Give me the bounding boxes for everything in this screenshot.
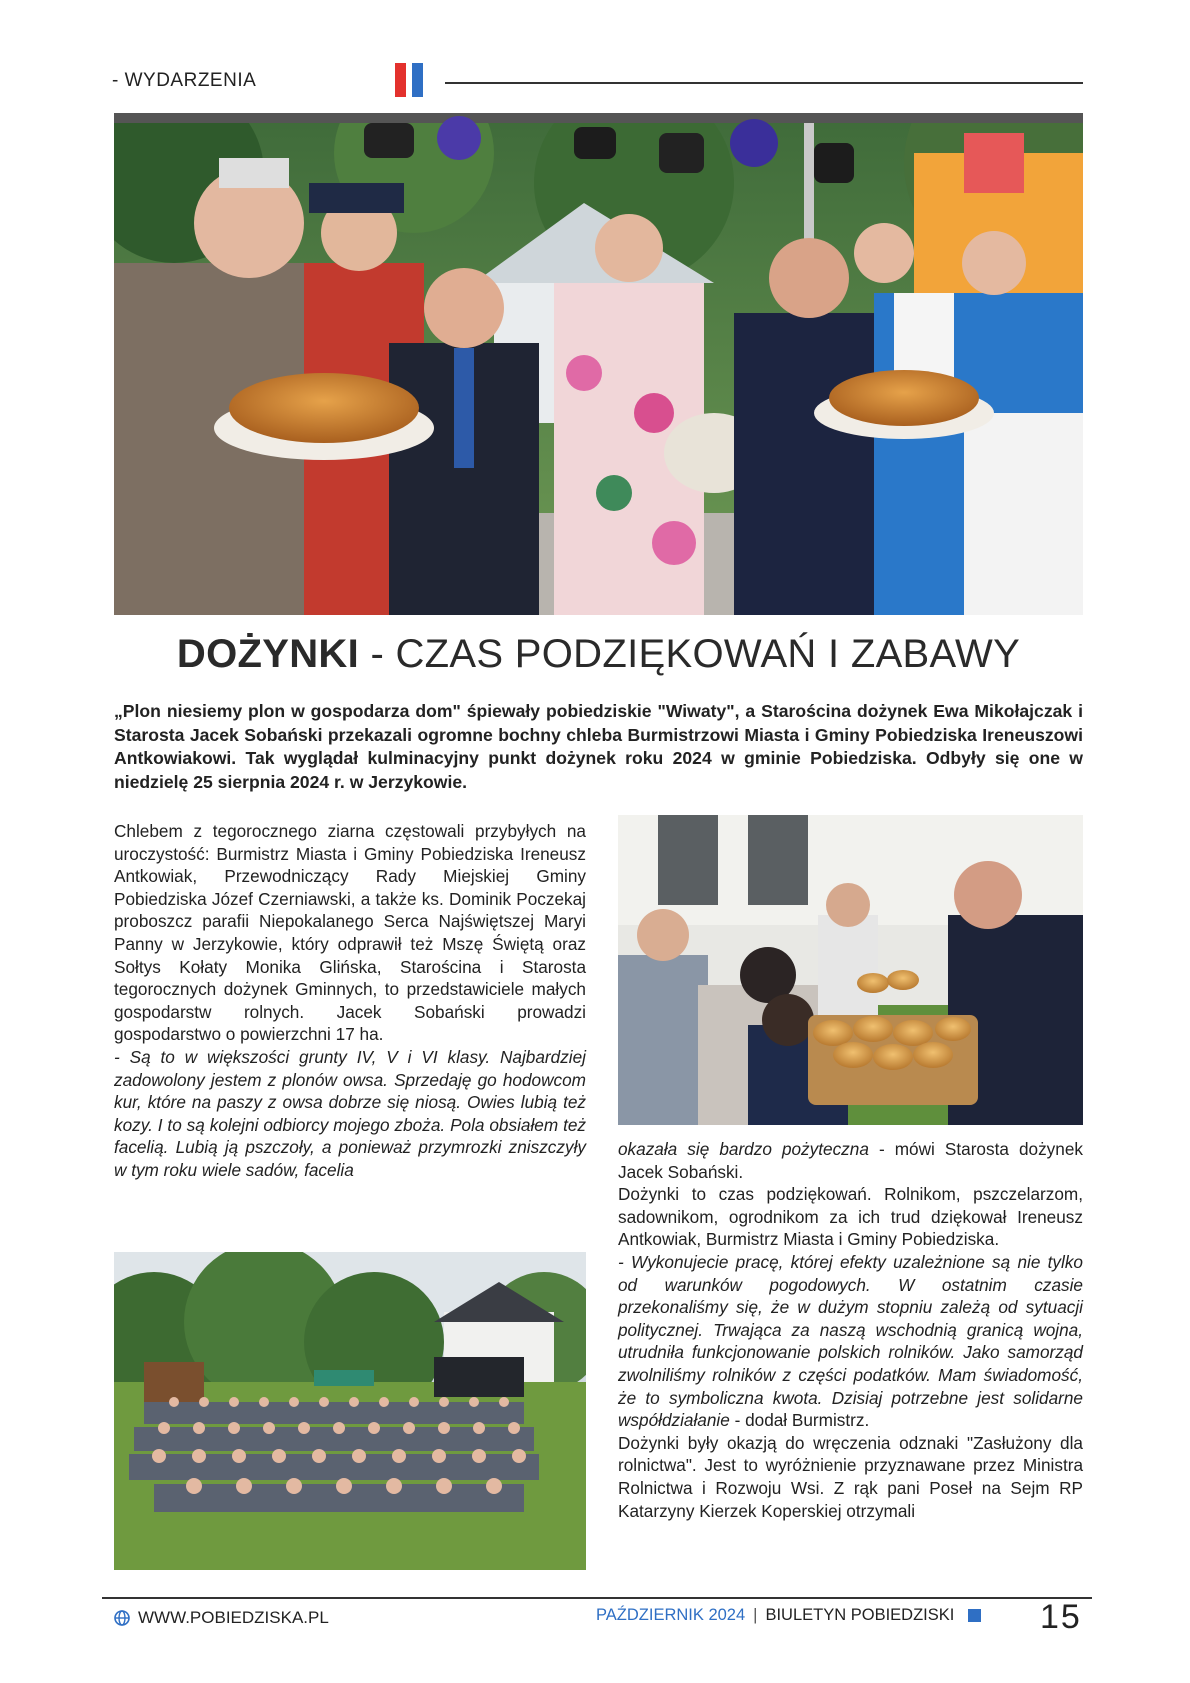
article-title xyxy=(114,632,1083,677)
article-lead: „Plon niesiemy plon w gospodarza dom" śpiewały pobiedziskie "Wiwaty", a Starościna dożynek Ewa Mikołajczak i Starosta Jacek Sobański przekazali ogromne bochny chleba Burmistrzowi Miasta i Gminy Pobiedziska Ireneuszowi Antkowiakowi. Tak wyglądał kulminacyjny punkt dożynek roku 2024 w gminie Pobiedziska. Odbyły się one w niedzielę 25 sierpnia 2024 r. w Jerzykowie. xyxy=(114,701,1083,792)
article-title-rest: - CZAS PODZIĘKOWAŃ I ZABAWY xyxy=(359,632,1021,676)
globe-icon xyxy=(114,1610,130,1626)
article-column-left xyxy=(114,820,586,1182)
footer-month: PAŹDZIERNIK 2024 xyxy=(596,1606,746,1624)
footer-square-icon xyxy=(968,1609,981,1622)
left-paragraph-1: Chlebem z tegorocznego ziarna częstowali przybyłych na uroczystość: Burmistrz Miasta i Gminy Pobiedziska Ireneusz Antkowiak, Przewodniczący Rady Miejskiej Gminy Pobiedziska Józef Czerniawski, a także ks. Dominik Poczekaj proboszcz parafii Niepokalanego Serca Najświętszej Maryi Panny w Jerzykowie, który odprawił też Mszę Świętą oraz Sołtys Kołaty Monika Glińska, Starościna i Starosta tegorocznych dożynek Gminnych, to przedstawiciele małych gospodarstw rolnych. Jacek Sobański prowadzi gospodarstwo o powierzchni 17 ha. xyxy=(114,821,586,1045)
header-divider xyxy=(445,82,1083,84)
right-paragraph-4: Dożynki były okazją do wręczenia odznaki "Zasłużony dla rolnictwa". Jest to wyróżnienie przyznawane przez Ministra Rolnictwa i Rozwoju Wsi. Z rąk pani Poseł na Sejm RP Katarzyny Kierzek Koperskiej otrzymali xyxy=(618,1432,1083,1521)
footer-divider xyxy=(102,1597,1092,1599)
left-paragraph-quote: - Są to w większości grunty IV, V i VI klasy. Najbardziej zadowolony jestem z plonów owsa. Sprzedaję go hodowcom kur, które na paszy z owsa dobrze się niosą. Owies lubią też kozy. I to są kolejni odbiorcy mojego zboża. Pola obsiałem też facelią. Lubią ją pszczoły, a ponieważ przymrozki zniszczyły w tym roku wiele sadów, facelia xyxy=(114,1046,586,1180)
right-paragraph-1-italic: okazała się bardzo pożyteczna xyxy=(618,1139,869,1159)
photo-crowd-audience xyxy=(114,1252,586,1570)
flag-icon xyxy=(395,63,429,97)
photo-bread-basket xyxy=(618,815,1083,1125)
flag-red-bar xyxy=(395,63,406,97)
footer-publication-info xyxy=(596,1606,981,1625)
article-title-bold: DOŻYNKI xyxy=(176,632,360,676)
section-label: - WYDARZENIA xyxy=(112,70,257,91)
right-paragraph-2: Dożynki to czas podziękowań. Rolnikom, pszczelarzom, sadownikom, ogrodnikom za ich trud dziękował Ireneusz Antkowiak, Burmistrz Miasta i Gminy Pobiedziska. xyxy=(618,1184,1083,1250)
right-paragraph-3-rest: - dodał Burmistrz. xyxy=(729,1410,870,1431)
right-paragraph-3 xyxy=(618,1251,1083,1432)
right-paragraph-1 xyxy=(618,1138,1083,1183)
footer-website xyxy=(114,1608,329,1628)
page-number: 15 xyxy=(1040,1598,1082,1636)
right-paragraph-3-italic: - Wykonujecie pracę, której efekty uzależnione są nie tylko od warunków pogodowych. W ostatnim czasie przekonaliśmy się, że w dużym stopniu zależą od sytuacji politycznej. Trwająca za naszą wschodnią granicą wojna, utrudniła funkcjonowanie polskich rolników. Jako samorząd zwolniliśmy rolników z części podatków. Mam świadomość, że to symboliczna kwota. Dzisiaj potrzebne jest solidarne współdziałanie xyxy=(618,1251,1083,1431)
footer-publication: BIULETYN POBIEDZISKI xyxy=(765,1606,955,1624)
flag-blue-bar xyxy=(412,63,423,97)
footer-separator: | xyxy=(753,1606,758,1624)
main-photo-bread-ceremony xyxy=(114,113,1083,615)
right-paragraph-1-rest: - mówi Starosta dożynek Jacek Sobański. xyxy=(618,1139,1083,1182)
footer-website-text[interactable]: WWW.POBIEDZISKA.PL xyxy=(138,1608,329,1627)
article-column-right xyxy=(618,1138,1083,1522)
